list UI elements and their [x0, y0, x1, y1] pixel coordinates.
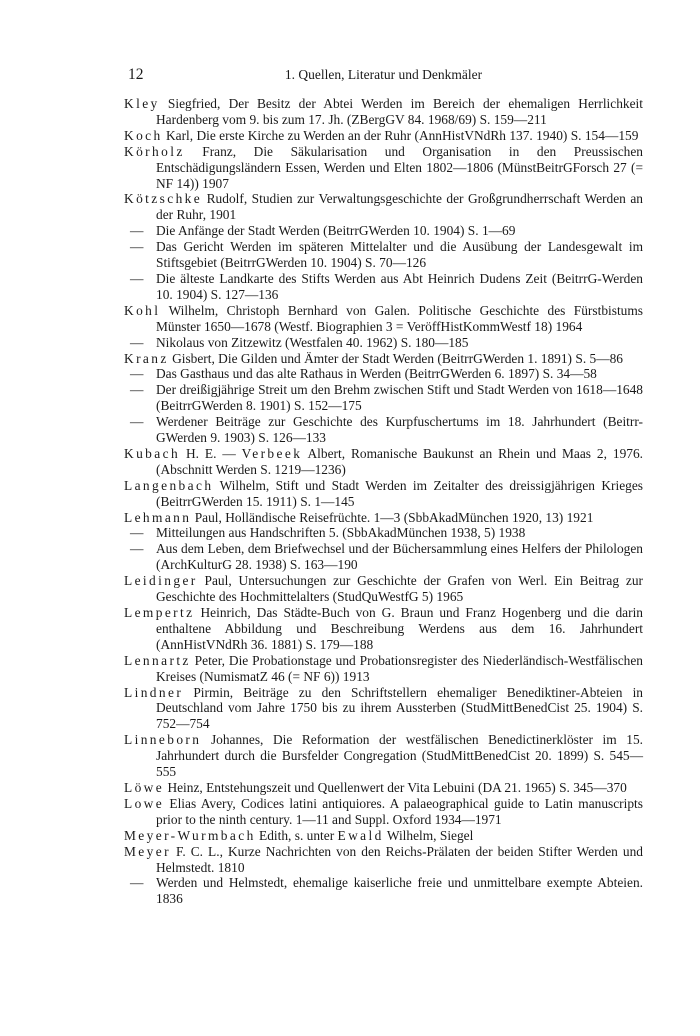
entry-text: Das Gericht Werden im späteren Mittelalter und die Ausübung der Landesgewalt im Stiftsgebiet (BeitrrGWerden 10. 1904) S. 70—126: [156, 239, 643, 271]
bibliography-entry: [124, 653, 643, 685]
entry-author: Kranz: [124, 350, 169, 366]
entry-author: Lennartz: [124, 652, 191, 668]
entry-dash: —: [130, 875, 144, 891]
entry-text: Paul, Holländische Reisefrüchte. 1—3 (SbbAkadMünchen 1920, 13) 1921: [191, 509, 594, 525]
entry-dash: —: [130, 382, 144, 398]
entry-author: Leidinger: [124, 573, 198, 589]
entry-text: Nikolaus von Zitzewitz (Westfalen 40. 1962) S. 180—185: [156, 334, 469, 350]
entry-author: Lempertz: [124, 605, 195, 620]
entry-text: Werdener Beiträge zur Geschichte des Kurpfuschertums im 18. Jahrhundert (Beitrr-GWerden 9. 1903) S. 126—133: [156, 414, 643, 446]
bibliography-entry: [124, 685, 643, 733]
entry-author: Körholz: [124, 143, 185, 159]
entry-text: Das Gasthaus und das alte Rathaus in Werden (BeitrrGWerden 6. 1897) S. 34—58: [156, 366, 597, 382]
entry-author: Kley: [124, 96, 160, 111]
entry-text: H. E. —: [180, 445, 242, 461]
running-title: 1. Quellen, Literatur und Denkmäler: [284, 67, 483, 82]
entry-dash: —: [130, 334, 144, 350]
entry-dash: —: [130, 270, 144, 286]
bibliography-entry: [124, 780, 643, 796]
entry-text: Gisbert, Die Gilden und Ämter der Stadt Werden (BeitrrGWerden 1. 1891) S. 5—86: [168, 350, 623, 366]
bibliography-entry: [124, 732, 643, 780]
bibliography-subentry: [124, 335, 643, 351]
entry-dash: —: [130, 541, 144, 557]
entry-author: Meyer-Wurmbach: [124, 827, 256, 843]
entry-author: Langenbach: [124, 477, 214, 493]
entry-text: Die älteste Landkarte des Stifts Werden aus Abt Heinrich Dudens Zeit (BeitrrG-Werden 10. 1904) S. 127—136: [156, 270, 643, 302]
bibliography-subentry: [124, 414, 643, 446]
entry-text: Mitteilungen aus Handschriften 5. (SbbAkadMünchen 1938, 5) 1938: [156, 525, 526, 541]
bibliography-entry: [124, 96, 643, 128]
bibliography-entry: [124, 351, 643, 367]
book-page: [124, 66, 643, 907]
entry-text: Der dreißigjährige Streit um den Brehm zwischen Stift und Stadt Werden von 1618—1648 (BeitrrGWerden 8. 1901) S. 152—175: [156, 382, 643, 414]
entry-text: Siegfried, Der Besitz der Abtei Werden im Bereich der ehemaligen Herrlichkeit Hardenberg vom 9. bis zum 17. Jh. (ZBergGV 84. 1968/69) S. 159—211: [156, 96, 643, 127]
entry-author: Ewald: [337, 827, 384, 843]
bibliography-entry: [124, 605, 643, 653]
bibliography-entry: [124, 828, 643, 844]
entry-author: Linneborn: [124, 732, 202, 748]
entry-author: Lehmann: [124, 509, 192, 525]
entry-text: Karl, Die erste Kirche zu Werden an der Ruhr (AnnHistVNdRh 137. 1940) S. 154—159: [162, 127, 639, 143]
bibliography-entry: [124, 191, 643, 223]
entry-text: Rudolf, Studien zur Verwaltungsgeschichte der Großgrundherrschaft Werden an der Ruhr, 1901: [156, 191, 643, 223]
entry-dash: —: [130, 414, 144, 430]
entry-text: Pirmin, Beiträge zu den Schriftstellern ehemaliger Benediktiner-Abteien in Deutschland vom Jahre 1750 bis zu ihrem Aussterben (StudMittBenedCist 25. 1904) S. 752—754: [156, 684, 643, 732]
entry-text: Werden und Helmstedt, ehemalige kaiserliche freie und unmittelbare exempte Abteien. 1836: [156, 875, 643, 907]
entry-author: Koch: [124, 127, 163, 143]
entry-dash: —: [130, 223, 144, 239]
entry-author: Lowe: [124, 795, 165, 811]
entry-author: Kötzschke: [124, 191, 203, 207]
bibliography-entry: [124, 573, 643, 605]
bibliography-subentry: [124, 239, 643, 271]
bibliography-subentry: [124, 541, 643, 573]
bibliography-entry: [124, 510, 643, 526]
entry-dash: —: [130, 239, 144, 255]
bibliography-subentry: [124, 875, 643, 907]
bibliography-entry: [124, 844, 643, 876]
entry-text: Heinz, Entstehungszeit und Quellenwert der Vita Lebuini (DA 21. 1965) S. 345—370: [164, 779, 627, 795]
bibliography-entry: [124, 303, 643, 335]
bibliography-entry: [124, 128, 643, 144]
entry-author: Kohl: [124, 302, 161, 318]
entry-text: Heinrich, Das Städte-Buch von G. Braun und Franz Hogenberg und die darin enthaltene Abbildung und Beschreibung Werdens aus dem 16. Jahrhundert (AnnHistVNdRh 36. 1881) S. 179—188: [156, 605, 643, 652]
entry-text: Wilhelm, Siegel: [383, 827, 474, 843]
entry-text: Paul, Untersuchungen zur Geschichte der Grafen von Werl. Ein Beitrag zur Geschichte des Hochmittelalters (StudQuWestfG 5) 1965: [156, 573, 643, 605]
entry-text: Peter, Die Probationstage und Probationsregister des Niederländisch-Westfälischen Kreises (NumismatZ 46 (= NF 6)) 1913: [156, 652, 643, 684]
entry-text: Franz, Die Säkularisation und Organisation in den Preussischen Entschädigungsländern Essen, Werden und Elten 1802—1806 (MünstBeitrGForsch 27 (= NF 14)) 1907: [156, 143, 643, 191]
bibliography-subentry: [124, 382, 643, 414]
bibliography-entry: [124, 796, 643, 828]
bibliography-subentry: [124, 366, 643, 382]
entry-dash: —: [130, 525, 144, 541]
bibliography-subentry: [124, 223, 643, 239]
entry-author: Löwe: [124, 779, 165, 795]
entry-author: Verbeek: [241, 445, 303, 461]
bibliography-subentry: [124, 525, 643, 541]
entry-text: Aus dem Leben, dem Briefwechsel und der Büchersammlung eines Helfers der Philologen (ArchKulturG 28. 1938) S. 163—190: [156, 541, 643, 573]
entry-text: Wilhelm, Stift und Stadt Werden im Zeitalter des dreissigjährigen Krieges (BeitrrGWerden 15. 1911) S. 1—145: [156, 477, 643, 509]
bibliography-entry: [124, 478, 643, 510]
bibliography-entry: [124, 144, 643, 192]
bibliography-entry: [124, 446, 643, 478]
bibliography-list: [124, 96, 643, 907]
entry-text: Edith, s. unter: [255, 827, 338, 843]
bibliography-subentry: [124, 271, 643, 303]
entry-author: Meyer: [124, 843, 171, 859]
entry-text: Wilhelm, Christoph Bernhard von Galen. Politische Geschichte des Fürstbistums Münster 1650—1678 (Westf. Biographien 3 = VeröffHistKommWestf 18) 1964: [156, 302, 643, 334]
entry-text: Albert, Romanische Baukunst an Rhein und Maas 2, 1976. (Abschnitt Werden S. 1219—1236): [156, 445, 644, 477]
page-number: 12: [128, 66, 144, 83]
entry-dash: —: [130, 366, 144, 382]
entry-text: Johannes, Die Reformation der westfälischen Benedictinerklöster im 15. Jahrhundert durch die Bursfelder Congregation (StudMittBenedCist 20. 1899) S. 545—555: [156, 732, 643, 780]
entry-author: Kubach: [124, 445, 181, 461]
entry-text: F. C. L., Kurze Nachrichten von den Reichs-Prälaten der beiden Stifter Werden und Helmstedt. 1810: [156, 843, 643, 875]
page-header: [124, 66, 643, 88]
entry-author: Lindner: [124, 684, 184, 700]
entry-text: Die Anfänge der Stadt Werden (BeitrrGWerden 10. 1904) S. 1—69: [156, 223, 516, 239]
entry-text: Elias Avery, Codices latini antiquiores. A palaeographical guide to Latin manuscripts prior to the ninth century. 1—11 and Suppl. Oxford 1934—1971: [156, 795, 643, 827]
